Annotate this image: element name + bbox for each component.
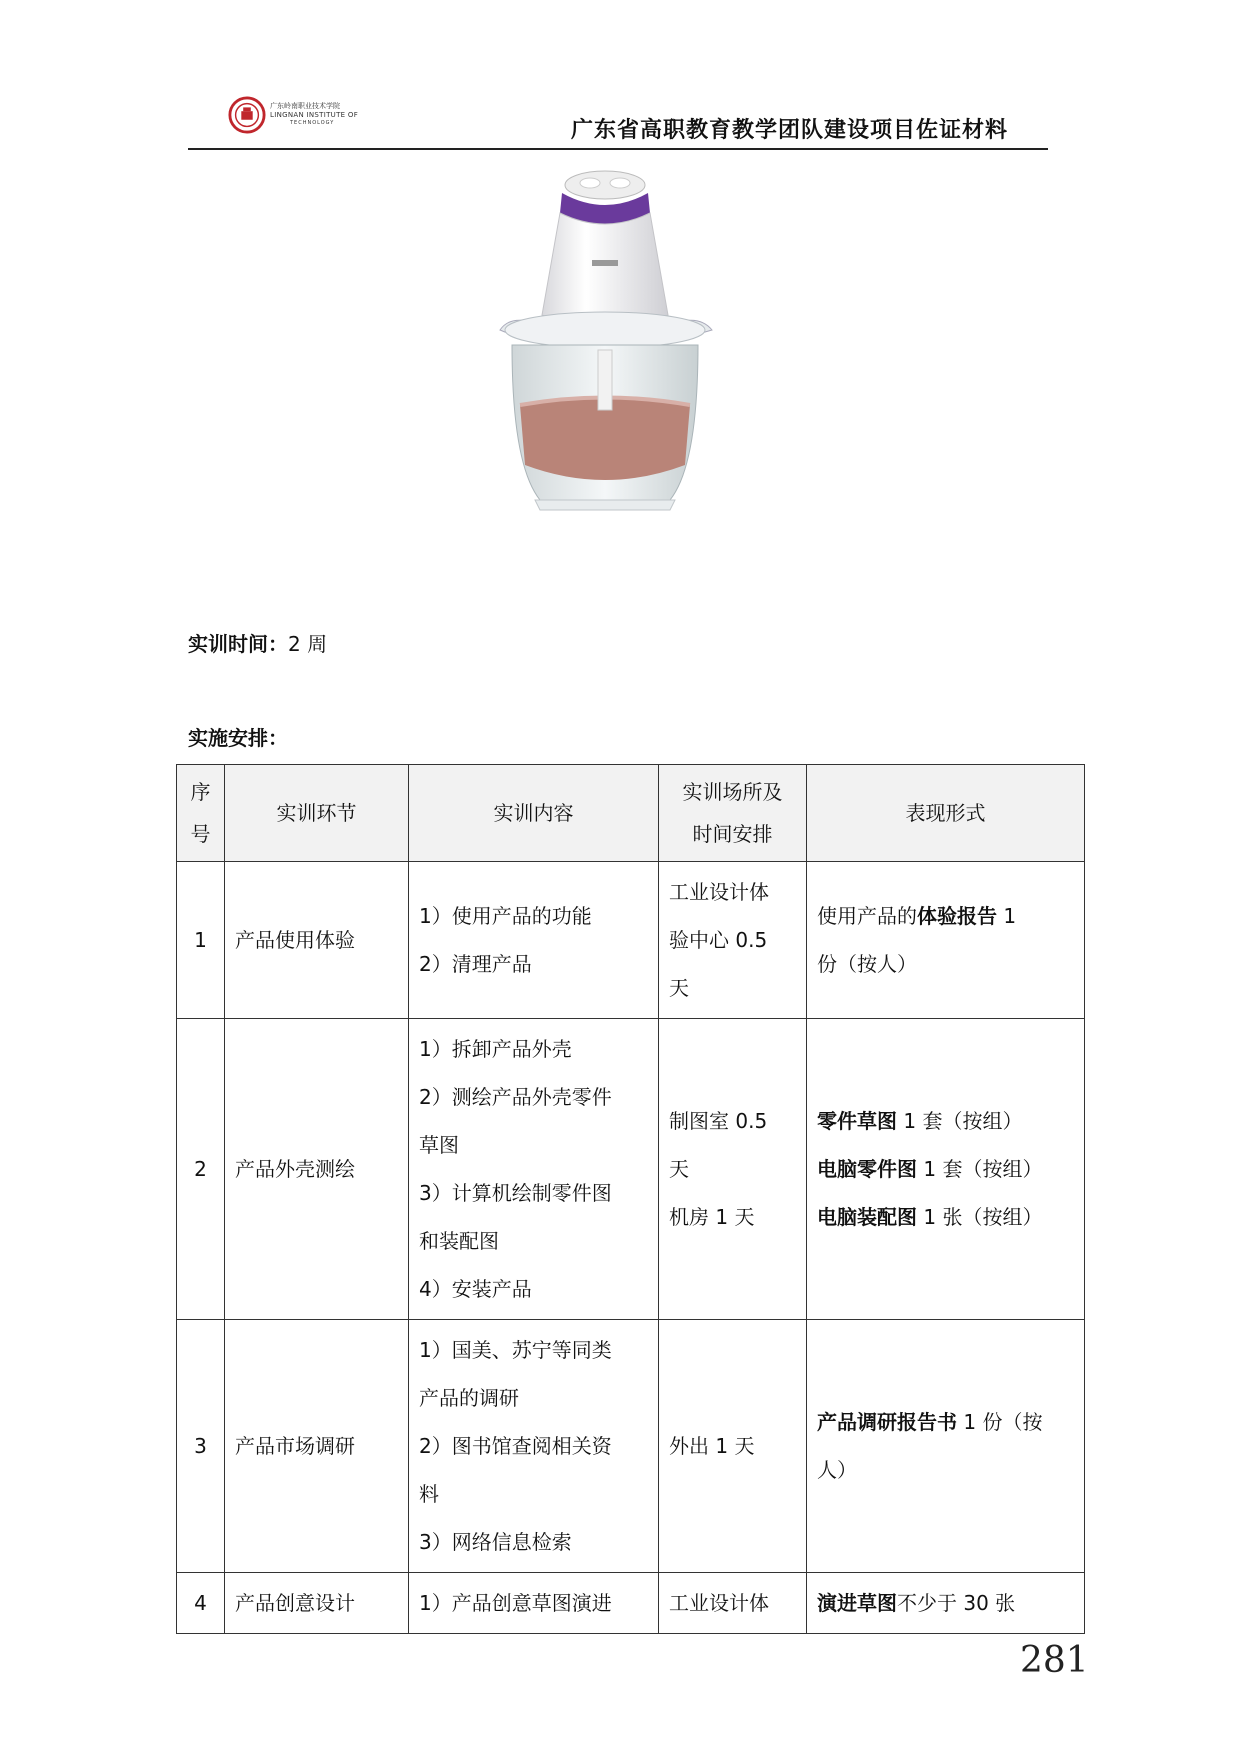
arrangement-label-text: 实施安排：: [188, 726, 288, 750]
row-stage: 产品外壳测绘: [225, 1019, 409, 1320]
table-header-row: [177, 765, 1085, 862]
logo-english-name-2: TECHNOLOGY: [290, 120, 335, 126]
arrangement-table: [176, 764, 1085, 1634]
logo-chinese-name: 广东岭南职业技术学院: [270, 102, 340, 110]
row-seq: 2: [177, 1019, 225, 1320]
duration-line: [188, 628, 327, 657]
row-content: 1）产品创意草图演进: [409, 1573, 659, 1634]
row-stage: 产品创意设计: [225, 1573, 409, 1634]
header-place: 实训场所及 时间安排: [659, 765, 807, 862]
row-place: 工业设计体 验中心 0.5 天: [659, 862, 807, 1019]
row-seq: 4: [177, 1573, 225, 1634]
row-stage: 产品市场调研: [225, 1320, 409, 1573]
table-row: [177, 1573, 1085, 1634]
arrangement-label: [188, 722, 288, 751]
row-content: 1）使用产品的功能 2）清理产品: [409, 862, 659, 1019]
table-row: [177, 862, 1085, 1019]
institute-logo: [228, 96, 388, 136]
row-seq: 3: [177, 1320, 225, 1573]
logo-english-name: LINGNAN INSTITUTE OF: [270, 111, 359, 119]
row-seq: 1: [177, 862, 225, 1019]
row-place: 工业设计体: [659, 1573, 807, 1634]
seal-icon: [228, 96, 266, 134]
row-form: 使用产品的体验报告 1 份（按人）: [807, 862, 1085, 1019]
duration-value: 2 周: [288, 632, 328, 656]
row-place: 制图室 0.5 天 机房 1 天: [659, 1019, 807, 1320]
row-form: 演进草图不少于 30 张: [807, 1573, 1085, 1634]
row-form: 零件草图 1 套（按组） 电脑零件图 1 套（按组） 电脑装配图 1 张（按组）: [807, 1019, 1085, 1320]
duration-label: 实训时间：: [188, 632, 288, 656]
row-place: 外出 1 天: [659, 1320, 807, 1573]
row-content: 1）拆卸产品外壳 2）测绘产品外壳零件 草图 3）计算机绘制零件图 和装配图 4）安装产品: [409, 1019, 659, 1320]
table-row: [177, 1320, 1085, 1573]
page-header: [188, 90, 1048, 150]
header-title: 广东省高职教育教学团队建设项目佐证材料: [570, 118, 1008, 143]
row-content: 1）国美、苏宁等同类 产品的调研 2）图书馆查阅相关资 料 3）网络信息检索: [409, 1320, 659, 1573]
header-stage: 实训环节: [225, 765, 409, 862]
header-seq: 序 号: [177, 765, 225, 862]
header-content: 实训内容: [409, 765, 659, 862]
row-form: 产品调研报告书 1 份（按 人）: [807, 1320, 1085, 1573]
row-stage: 产品使用体验: [225, 862, 409, 1019]
product-photo: [490, 165, 720, 570]
table-row: [177, 1019, 1085, 1320]
header-form: 表现形式: [807, 765, 1085, 862]
page-number: 281: [1020, 1640, 1089, 1681]
